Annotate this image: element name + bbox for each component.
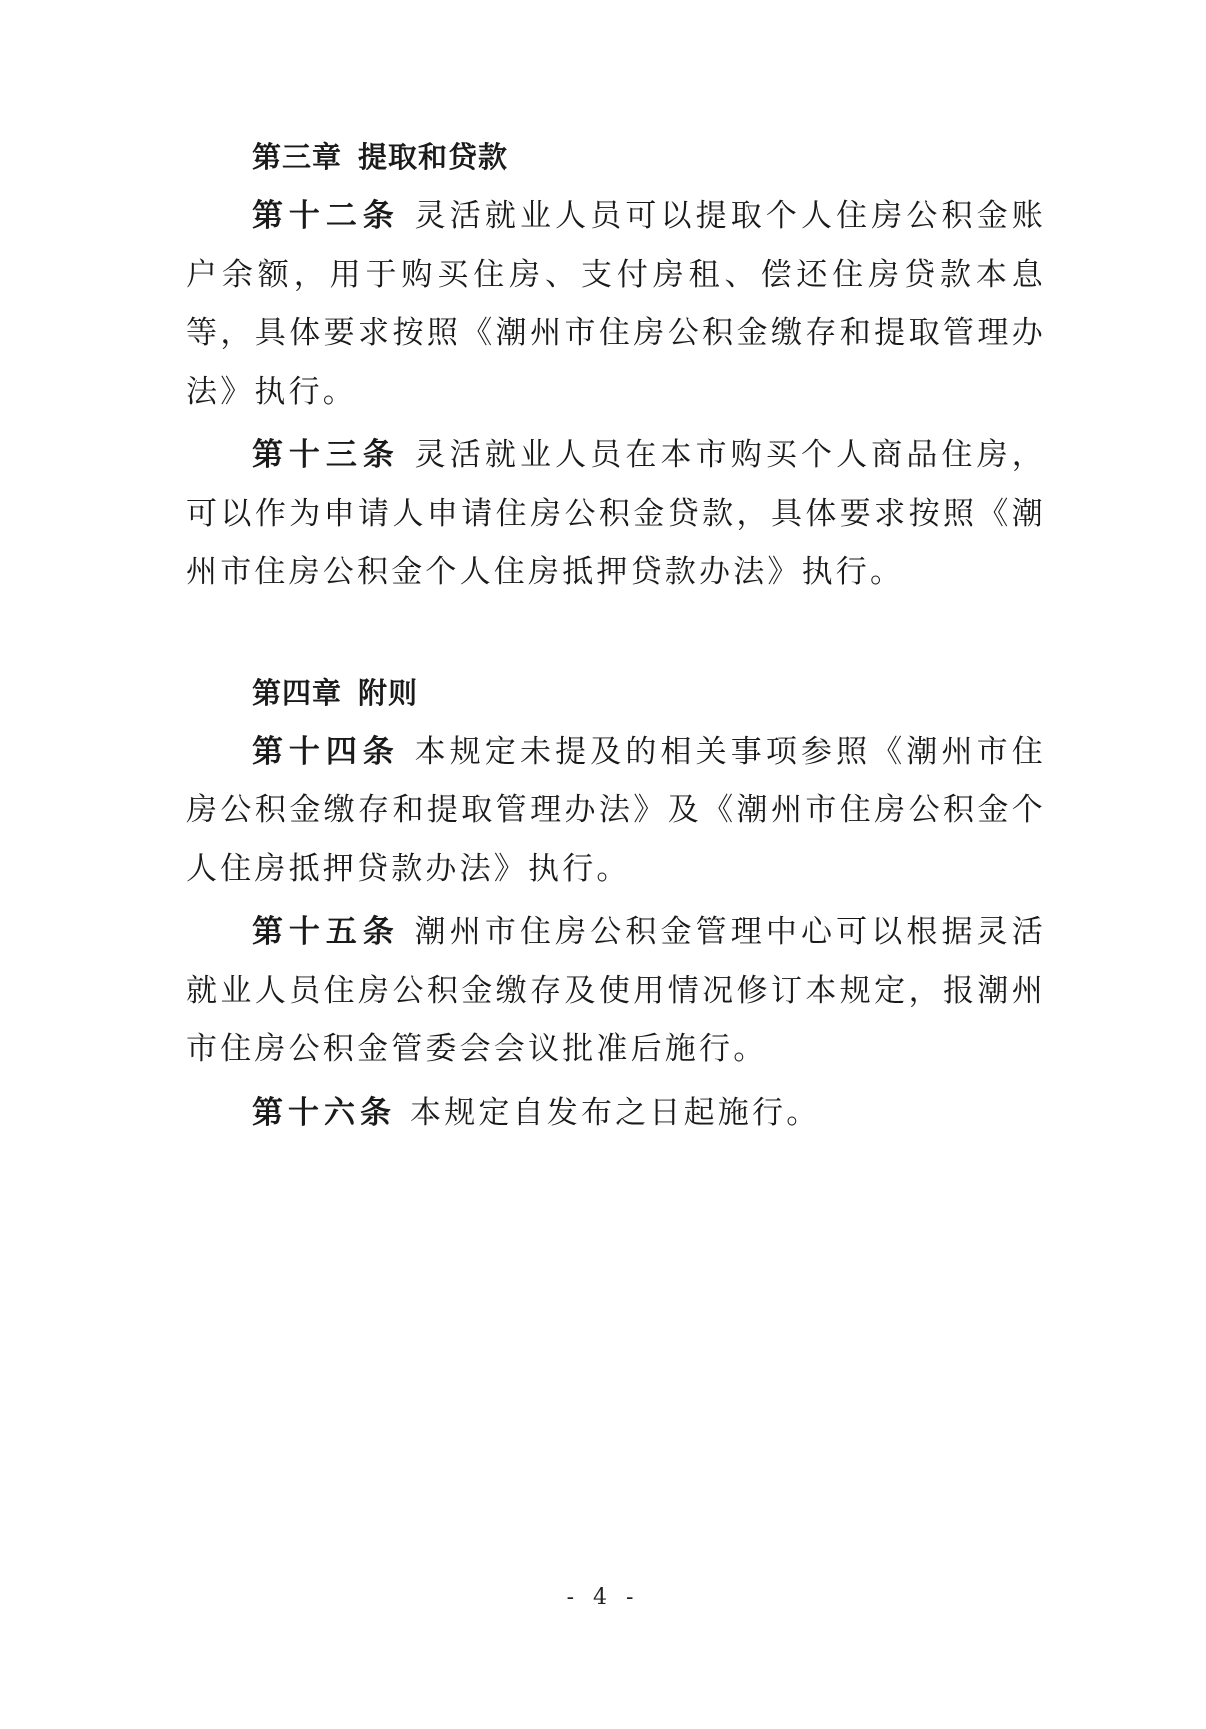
chapter-number: 第四章 (252, 675, 343, 710)
article-16 (186, 1084, 1046, 1143)
article-text: 本规定自发布之日起施行。 (410, 1094, 821, 1131)
article-15 (186, 903, 1046, 1079)
article-label: 第十六条 (252, 1094, 396, 1131)
article-label: 第十三条 (252, 437, 400, 473)
article-text: 潮州市住房公积金管理中心可以根据灵活就业人员住房公积金缴存及使用情况修订本规定，报潮州市住房公积金管委会会议批准后施行。 (186, 914, 1047, 1067)
chapter-number: 第三章 (252, 140, 343, 174)
document-body (186, 130, 1046, 1147)
chapter-heading-4 (186, 666, 1046, 720)
chapter-title: 提取和贷款 (358, 140, 509, 174)
article-label: 第十四条 (252, 733, 400, 770)
chapter-title: 附则 (358, 675, 419, 710)
article-label: 第十二条 (252, 198, 400, 234)
article-label: 第十五条 (252, 914, 400, 950)
article-14 (186, 723, 1046, 899)
chapter-heading-3 (186, 130, 1046, 184)
page-number: - 4 - (566, 1585, 640, 1610)
article-12 (186, 187, 1046, 421)
article-text: 本规定未提及的相关事项参照《潮州市住房公积金缴存和提取管理办法》及《潮州市住房公积金个人住房抵押贷款办法》执行。 (186, 733, 1047, 887)
article-13 (186, 426, 1046, 602)
article-text: 灵活就业人员可以提取个人住房公积金账户余额，用于购买住房、支付房租、偿还住房贷款本息等，具体要求按照《潮州市住房公积金缴存和提取管理办法》执行。 (186, 198, 1047, 410)
article-text: 灵活就业人员在本市购买个人商品住房，可以作为申请人申请住房公积金贷款，具体要求按照《潮州市住房公积金个人住房抵押贷款办法》执行。 (186, 437, 1047, 590)
